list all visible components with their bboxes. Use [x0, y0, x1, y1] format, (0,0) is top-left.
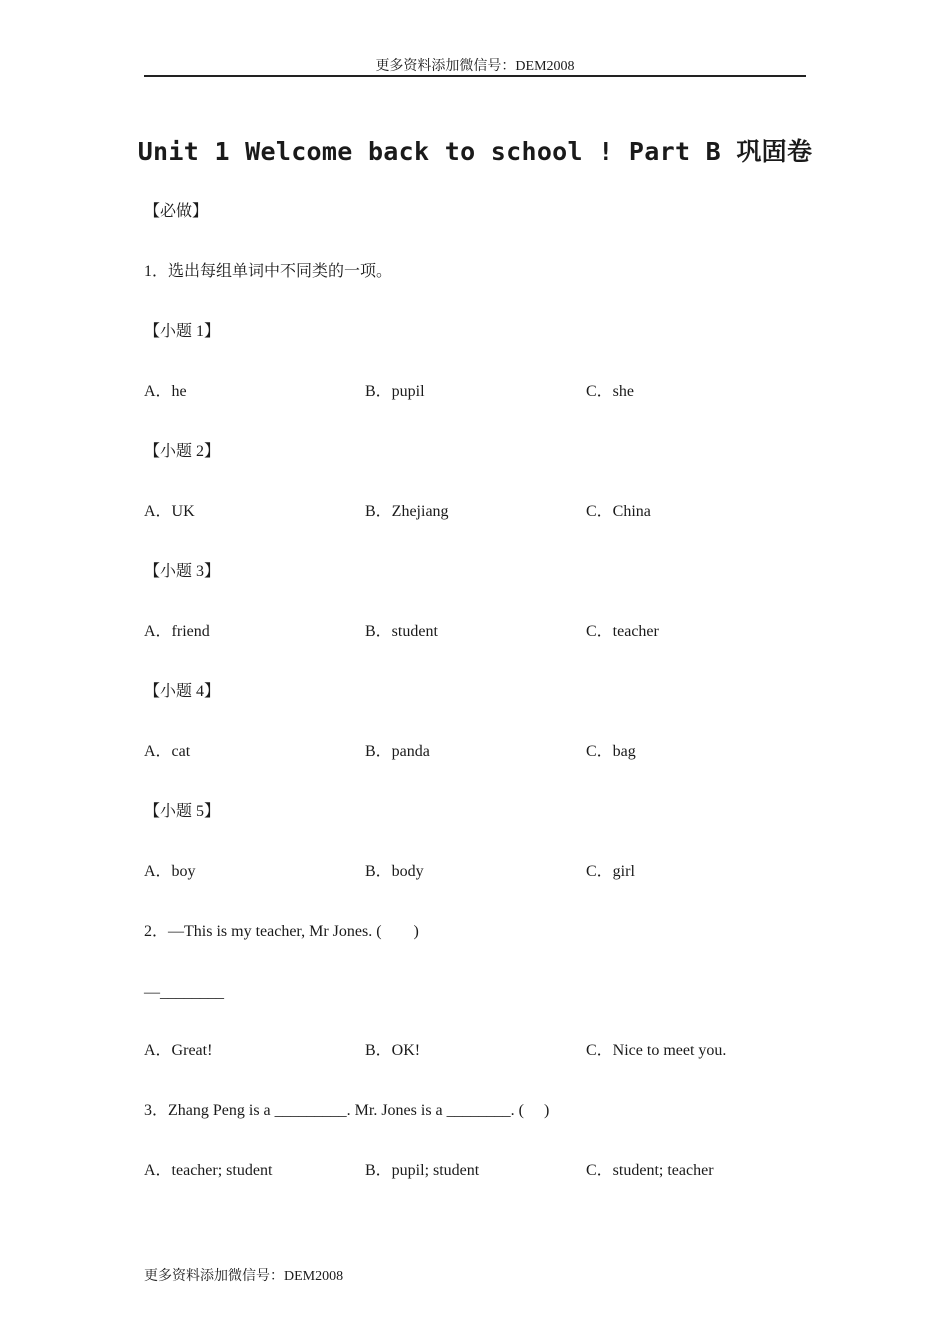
- option-b[interactable]: B．panda: [365, 743, 430, 760]
- page-footer: 更多资料添加微信号：DEM2008: [144, 1269, 344, 1284]
- subquestion-label: 【小题 2】: [144, 443, 221, 460]
- option-b[interactable]: B．OK!: [365, 1042, 421, 1059]
- option-b[interactable]: B．pupil: [365, 383, 425, 400]
- options-row: [144, 1041, 806, 1061]
- option-b[interactable]: B．Zhejiang: [365, 503, 449, 520]
- options-row: [144, 502, 806, 522]
- options-row: [144, 382, 806, 402]
- option-a[interactable]: A．he: [144, 383, 187, 400]
- option-a[interactable]: A．friend: [144, 623, 210, 640]
- question-1-prompt: 1．选出每组单词中不同类的一项。: [144, 263, 393, 280]
- options-row: [144, 742, 806, 762]
- subquestion-label: 【小题 4】: [144, 683, 221, 700]
- option-a[interactable]: A．teacher; student: [144, 1162, 273, 1179]
- answer-blank: —________: [144, 984, 224, 1001]
- header-rule: [144, 75, 806, 77]
- option-a[interactable]: A．cat: [144, 743, 191, 760]
- question-2-prompt: 2．—This is my teacher, Mr Jones. ( ): [144, 923, 419, 940]
- option-c[interactable]: C．China: [586, 503, 651, 520]
- options-row: [144, 1161, 806, 1181]
- section-label: 【必做】: [144, 203, 209, 220]
- options-row: [144, 622, 806, 642]
- option-b[interactable]: B．pupil; student: [365, 1162, 480, 1179]
- option-b[interactable]: B．body: [365, 863, 424, 880]
- option-c[interactable]: C．she: [586, 383, 635, 400]
- option-c[interactable]: C．teacher: [586, 623, 659, 640]
- question-3-prompt: 3．Zhang Peng is a _________. Mr. Jones is a ________. ( ): [144, 1102, 550, 1119]
- option-c[interactable]: C．Nice to meet you.: [586, 1042, 727, 1059]
- option-c[interactable]: C．girl: [586, 863, 635, 880]
- option-c[interactable]: C．student; teacher: [586, 1162, 714, 1179]
- option-a[interactable]: A．Great!: [144, 1042, 213, 1059]
- page-title: Unit 1 Welcome back to school ! Part B 巩固卷: [137, 137, 813, 166]
- subquestion-label: 【小题 1】: [144, 323, 221, 340]
- subquestion-label: 【小题 5】: [144, 803, 221, 820]
- options-row: [144, 862, 806, 882]
- page-header: 更多资料添加微信号：DEM2008: [375, 59, 575, 74]
- subquestion-label: 【小题 3】: [144, 563, 221, 580]
- option-b[interactable]: B．student: [365, 623, 438, 640]
- option-a[interactable]: A．boy: [144, 863, 196, 880]
- option-a[interactable]: A．UK: [144, 503, 195, 520]
- option-c[interactable]: C．bag: [586, 743, 636, 760]
